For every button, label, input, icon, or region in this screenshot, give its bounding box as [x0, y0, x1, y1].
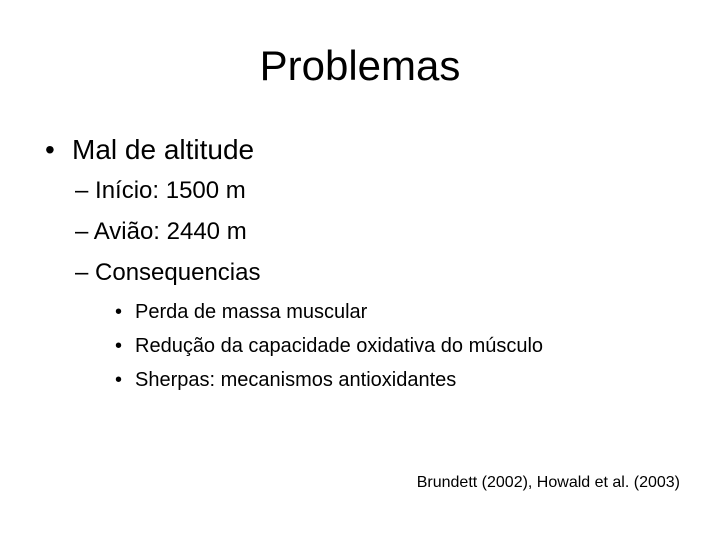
sub-point-inicio	[75, 175, 246, 207]
bullet-icon: •	[115, 301, 123, 323]
reference-citation: Brundett (2002), Howald et al. (2003)	[416, 474, 680, 491]
slide-title: Problemas	[259, 42, 461, 89]
sub-point-text: Consequencias	[95, 259, 261, 286]
sub-point-text: Início: 1500 m	[95, 177, 246, 204]
bullet-icon: •	[45, 134, 55, 165]
sub-point-text: Avião: 2440 m	[93, 218, 247, 245]
consequence-text: Redução da capacidade oxidativa do músculo	[135, 335, 544, 357]
bullet-icon: •	[115, 369, 123, 391]
bullet-text: Mal de altitude	[72, 134, 255, 165]
dash-icon: –	[75, 218, 89, 245]
dash-icon: –	[75, 259, 89, 286]
sub-point-aviao	[75, 216, 247, 248]
sub-point-consequencias	[75, 257, 260, 289]
consequence-text: Perda de massa muscular	[135, 301, 368, 323]
bullet-icon: •	[115, 335, 123, 357]
consequence-text: Sherpas: mecanismos antioxidantes	[135, 369, 457, 391]
dash-icon: –	[75, 177, 89, 204]
